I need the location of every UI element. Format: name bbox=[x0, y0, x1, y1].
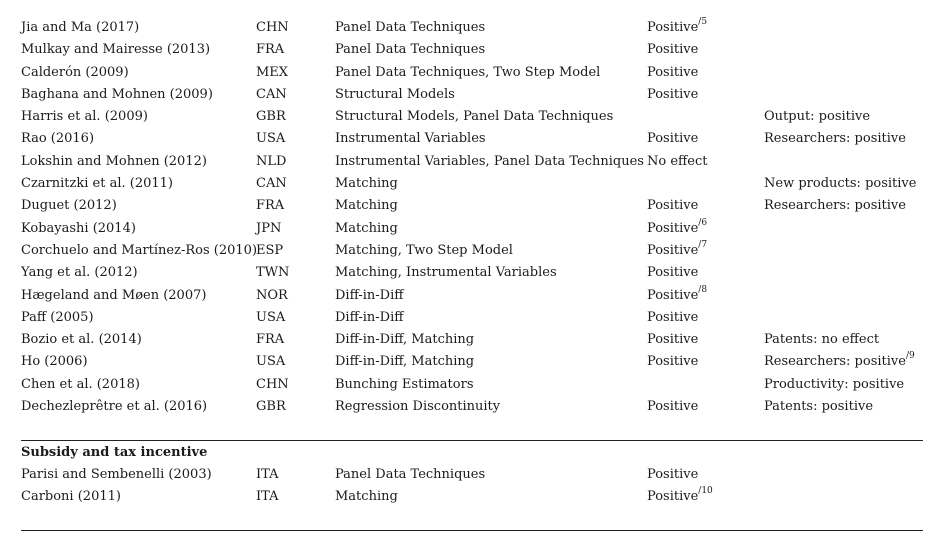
country-cell: USA bbox=[256, 131, 286, 147]
other-cell: Output: positive bbox=[764, 109, 871, 125]
method-cell: Panel Data Techniques, Two Step Model bbox=[335, 64, 601, 80]
country-cell: TWN bbox=[256, 265, 290, 281]
footnote-marker: /10 bbox=[698, 486, 713, 497]
footnote-marker: /6 bbox=[698, 217, 708, 228]
table-row bbox=[21, 486, 923, 508]
effect-cell: Positive bbox=[647, 86, 699, 102]
study-cell: Dechezleprêtre et al. (2016) bbox=[21, 399, 208, 415]
method-cell: Diff-in-Diff, Matching bbox=[335, 354, 475, 370]
effect-cell: Positive bbox=[647, 332, 699, 348]
country-cell: USA bbox=[256, 309, 286, 325]
country-cell: ITA bbox=[256, 467, 279, 482]
results-table bbox=[21, 17, 923, 418]
section-table bbox=[21, 464, 923, 509]
study-cell: Baghana and Mohnen (2009) bbox=[21, 86, 213, 102]
method-cell: Matching bbox=[335, 176, 398, 192]
effect-cell: Positive$^{/7}$ bbox=[647, 239, 708, 258]
country-cell: CAN bbox=[256, 86, 287, 102]
table-row bbox=[21, 173, 923, 195]
country-cell: FRA bbox=[256, 198, 285, 214]
effect-cell: Positive bbox=[647, 399, 699, 415]
study-cell: Duguet (2012) bbox=[21, 198, 117, 214]
table-row bbox=[21, 151, 923, 173]
method-cell: Bunching Estimators bbox=[335, 376, 474, 392]
effect-cell: Positive$^{/10}$ bbox=[647, 486, 713, 505]
study-cell: Rao (2016) bbox=[21, 131, 95, 147]
country-cell: CHN bbox=[256, 20, 289, 35]
footnote-marker: /9 bbox=[905, 351, 915, 362]
table-row bbox=[21, 307, 923, 329]
study-cell: Jia and Ma (2017) bbox=[21, 20, 140, 35]
table-row bbox=[21, 62, 923, 84]
study-cell: Corchuelo and Martínez-Ros (2010) bbox=[21, 242, 258, 258]
study-cell: Lokshin and Mohnen (2012) bbox=[21, 153, 207, 169]
effect-cell: Positive bbox=[647, 42, 699, 58]
method-cell: Instrumental Variables bbox=[335, 131, 486, 147]
study-cell: Carboni (2011) bbox=[21, 489, 121, 505]
effect-cell: Positive bbox=[647, 354, 699, 370]
method-cell: Matching bbox=[335, 220, 398, 236]
study-cell: Chen et al. (2018) bbox=[21, 376, 140, 392]
country-cell: CAN bbox=[256, 176, 287, 192]
study-cell: Yang et al. (2012) bbox=[21, 265, 138, 281]
country-cell: NOR bbox=[256, 287, 288, 303]
other-cell: Productivity: positive bbox=[764, 376, 905, 392]
study-cell: Kobayashi (2014) bbox=[21, 220, 136, 236]
country-cell: JPN bbox=[256, 220, 282, 236]
country-cell: ITA bbox=[256, 489, 279, 505]
method-cell: Diff-in-Diff, Matching bbox=[335, 332, 475, 348]
study-cell: Parisi and Sembenelli (2003) bbox=[21, 467, 212, 482]
other-cell: Researchers: positive bbox=[764, 198, 906, 214]
table-row bbox=[21, 39, 923, 61]
country-cell: GBR bbox=[256, 109, 286, 125]
country-cell: FRA bbox=[256, 42, 285, 58]
study-cell: Ho (2006) bbox=[21, 354, 88, 370]
effect-cell: Positive bbox=[647, 64, 699, 80]
other-cell: Researchers: positive$^{/9}$ bbox=[764, 351, 915, 370]
study-cell: Hægeland and Møen (2007) bbox=[21, 287, 207, 303]
table-row bbox=[21, 218, 923, 240]
method-cell: Diff-in-Diff bbox=[335, 309, 404, 325]
table-bottom-rule bbox=[21, 530, 923, 531]
study-cell: Harris et al. (2009) bbox=[21, 109, 148, 125]
other-cell: Patents: no effect bbox=[764, 332, 880, 348]
table-row bbox=[21, 464, 923, 486]
effect-cell: Positive bbox=[647, 309, 699, 325]
effect-cell: Positive bbox=[647, 467, 699, 482]
section-heading: Subsidy and tax incentive bbox=[21, 445, 208, 460]
study-cell: Mulkay and Mairesse (2013) bbox=[21, 42, 211, 58]
table-row bbox=[21, 262, 923, 284]
method-cell: Matching, Instrumental Variables bbox=[335, 265, 557, 281]
method-cell: Panel Data Techniques bbox=[335, 20, 486, 35]
method-cell: Panel Data Techniques bbox=[335, 42, 486, 58]
study-cell: Bozio et al. (2014) bbox=[21, 332, 142, 348]
study-cell: Paff (2005) bbox=[21, 309, 94, 325]
footnote-marker: /7 bbox=[698, 239, 708, 250]
country-cell: ESP bbox=[256, 242, 284, 258]
country-cell: CHN bbox=[256, 376, 289, 392]
effect-cell: Positive bbox=[647, 131, 699, 147]
table-row bbox=[21, 195, 923, 217]
other-cell: New products: positive bbox=[764, 176, 917, 192]
country-cell: USA bbox=[256, 354, 286, 370]
table-row bbox=[21, 351, 923, 373]
effect-cell: Positive$^{/6}$ bbox=[647, 217, 708, 236]
method-cell: Diff-in-Diff bbox=[335, 287, 404, 303]
study-cell: Czarnitzki et al. (2011) bbox=[21, 176, 173, 192]
other-cell: Researchers: positive bbox=[764, 131, 906, 147]
other-cell: Patents: positive bbox=[764, 399, 874, 415]
method-cell: Structural Models, Panel Data Techniques bbox=[335, 109, 614, 125]
effect-cell: Positive$^{/8}$ bbox=[647, 284, 708, 303]
country-cell: NLD bbox=[256, 153, 287, 169]
table-row bbox=[21, 240, 923, 262]
country-cell: GBR bbox=[256, 399, 286, 415]
country-cell: FRA bbox=[256, 332, 285, 348]
country-cell: MEX bbox=[256, 64, 289, 80]
table-row bbox=[21, 17, 923, 39]
method-cell: Instrumental Variables, Panel Data Techniques bbox=[335, 153, 644, 169]
table-row bbox=[21, 106, 923, 128]
table-row bbox=[21, 374, 923, 396]
study-cell: Calderón (2009) bbox=[21, 64, 129, 80]
method-cell: Panel Data Techniques bbox=[335, 467, 486, 482]
method-cell: Matching bbox=[335, 198, 398, 214]
footnote-marker: /8 bbox=[698, 284, 708, 295]
footnote-marker: /5 bbox=[698, 17, 708, 27]
method-cell: Structural Models bbox=[335, 86, 455, 102]
effect-cell: No effect bbox=[647, 153, 708, 169]
method-cell: Matching, Two Step Model bbox=[335, 242, 513, 258]
table-row bbox=[21, 329, 923, 351]
table-row bbox=[21, 285, 923, 307]
table-row bbox=[21, 396, 923, 418]
table-row bbox=[21, 84, 923, 106]
method-cell: Regression Discontinuity bbox=[335, 399, 501, 415]
effect-cell: Positive bbox=[647, 265, 699, 281]
method-cell: Matching bbox=[335, 489, 398, 505]
table-row bbox=[21, 128, 923, 150]
effect-cell: Positive bbox=[647, 198, 699, 214]
section-divider bbox=[21, 440, 923, 441]
effect-cell: Positive$^{/5}$ bbox=[647, 17, 708, 35]
